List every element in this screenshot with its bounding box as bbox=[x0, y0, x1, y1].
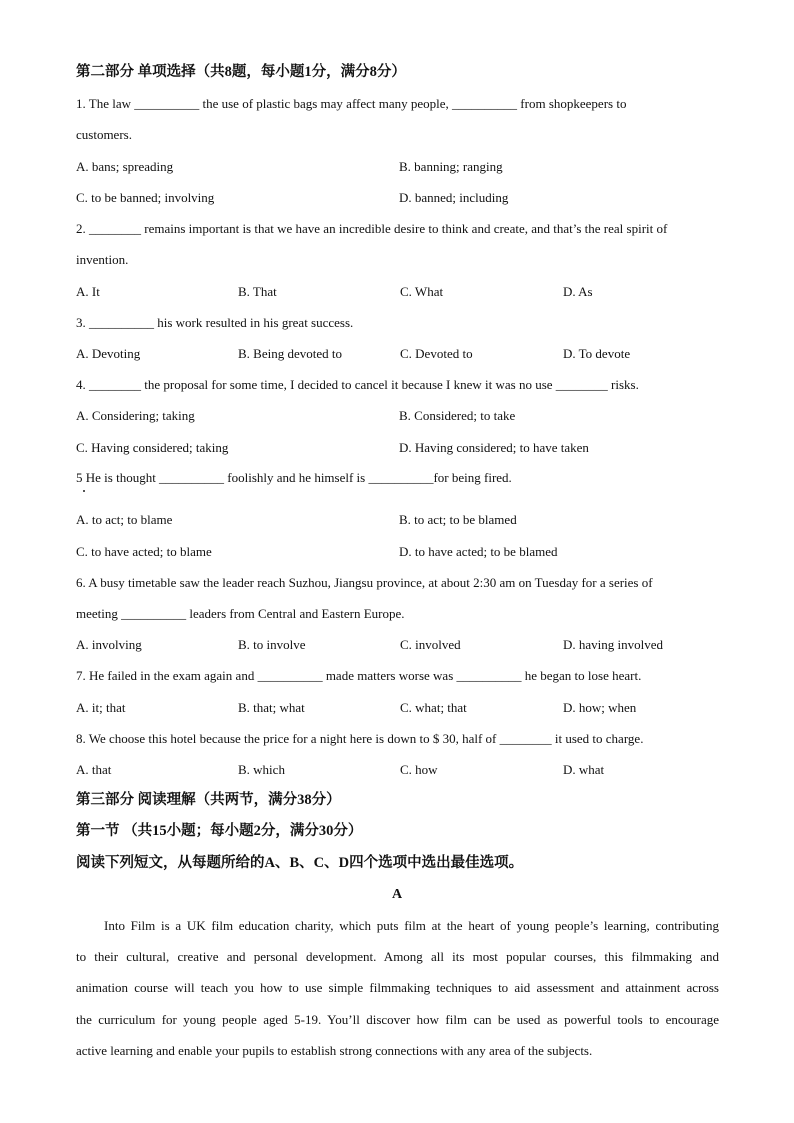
question-4-option-c: C. Having considered; taking bbox=[76, 440, 229, 455]
passage-line-3: animation course will teach you how to use simple filmmaking techniques to aid assessment and attainment across bbox=[76, 980, 719, 995]
passage-line-4: the curriculum for young people aged 5-19. You’ll discover how film can be used as powerful tools to encourage bbox=[76, 1012, 719, 1027]
reading-instruction: 阅读下列短文，从每题所给的A、B、C、D四个选项中选出最佳选项。 bbox=[76, 855, 524, 871]
question-3-option-d: D. To devote bbox=[563, 346, 631, 361]
question-2-option-c: C. What bbox=[400, 284, 444, 299]
question-5-option-d: D. to have acted; to be blamed bbox=[399, 544, 558, 559]
question-4-option-d: D. Having considered; to have taken bbox=[399, 440, 589, 455]
question-2-option-a: A. It bbox=[76, 284, 100, 299]
question-7-stem: 7. He failed in the exam again and __________ made matters worse was __________ he began to lose heart. bbox=[76, 668, 642, 683]
question-1-stem-cont: customers. bbox=[76, 127, 132, 142]
passage-line-5: active learning and enable your pupils to establish strong connections with any area of the subjects. bbox=[76, 1043, 593, 1058]
question-3-option-c: C. Devoted to bbox=[400, 346, 473, 361]
question-3-option-a: A. Devoting bbox=[76, 346, 141, 361]
question-1-option-d: D. banned; including bbox=[399, 190, 509, 205]
question-5-option-c: C. to have acted; to blame bbox=[76, 544, 212, 559]
question-1-option-c: C. to be banned; involving bbox=[76, 190, 215, 205]
question-2-option-d: D. As bbox=[563, 284, 593, 299]
question-8-stem: 8. We choose this hotel because the price for a night here is down to $ 30, half of ________ it used to charge. bbox=[76, 731, 644, 746]
question-6-option-b: B. to involve bbox=[238, 637, 306, 652]
question-6-stem-cont: meeting __________ leaders from Central and Eastern Europe. bbox=[76, 606, 405, 621]
question-5-option-b: B. to act; to be blamed bbox=[399, 512, 517, 527]
passage-line-1: Into Film is a UK film education charity, which puts film at the heart of young people’s learning, contributing bbox=[104, 918, 719, 933]
question-5-stem: 5 He is thought __________ foolishly and he himself is __________for being fired. bbox=[76, 470, 512, 485]
question-4-stem: 4. ________ the proposal for some time, I decided to cancel it because I knew it was no use ________ risks. bbox=[76, 377, 639, 392]
question-4-option-a: A. Considering; taking bbox=[76, 408, 195, 423]
question-1-option-a: A. bans; spreading bbox=[76, 159, 174, 174]
question-2-stem-cont: invention. bbox=[76, 252, 129, 267]
section3-part1-title: 第一节 （共15小题；每小题2分，满分30分） bbox=[76, 823, 363, 839]
question-1-stem: 1. The law __________ the use of plastic bags may affect many people, __________ from shopkeepers to bbox=[76, 96, 627, 111]
stray-dot-mark bbox=[83, 490, 85, 492]
section2-title: 第二部分 单项选择（共8题，每小题1分，满分8分） bbox=[76, 64, 406, 80]
question-7-option-c: C. what; that bbox=[400, 700, 467, 715]
question-6-option-a: A. involving bbox=[76, 637, 142, 652]
section3-title: 第三部分 阅读理解（共两节，满分38分） bbox=[76, 792, 341, 808]
question-8-option-d: D. what bbox=[563, 762, 605, 777]
question-7-option-a: A. it; that bbox=[76, 700, 126, 715]
question-8-option-b: B. which bbox=[238, 762, 285, 777]
question-6-stem: 6. A busy timetable saw the leader reach Suzhou, Jiangsu province, at about 2:30 am on Tuesday for a series of bbox=[76, 575, 653, 590]
question-2-option-b: B. That bbox=[238, 284, 277, 299]
question-6-option-c: C. involved bbox=[400, 637, 461, 652]
question-6-option-d: D. having involved bbox=[563, 637, 664, 652]
question-1-option-b: B. banning; ranging bbox=[399, 159, 503, 174]
question-8-option-a: A. that bbox=[76, 762, 112, 777]
question-4-option-b: B. Considered; to take bbox=[399, 408, 516, 423]
question-8-option-c: C. how bbox=[400, 762, 438, 777]
question-7-option-d: D. how; when bbox=[563, 700, 637, 715]
question-2-stem: 2. ________ remains important is that we have an incredible desire to think and create, and that’s the real spirit of bbox=[76, 221, 668, 236]
question-3-stem: 3. __________ his work resulted in his great success. bbox=[76, 315, 354, 330]
question-3-option-b: B. Being devoted to bbox=[238, 346, 342, 361]
question-7-option-b: B. that; what bbox=[238, 700, 305, 715]
passage-label: A bbox=[391, 887, 403, 902]
question-5-option-a: A. to act; to blame bbox=[76, 512, 173, 527]
passage-line-2: to their cultural, creative and personal development. Among all its most popular courses, this filmmaking and bbox=[76, 949, 719, 964]
